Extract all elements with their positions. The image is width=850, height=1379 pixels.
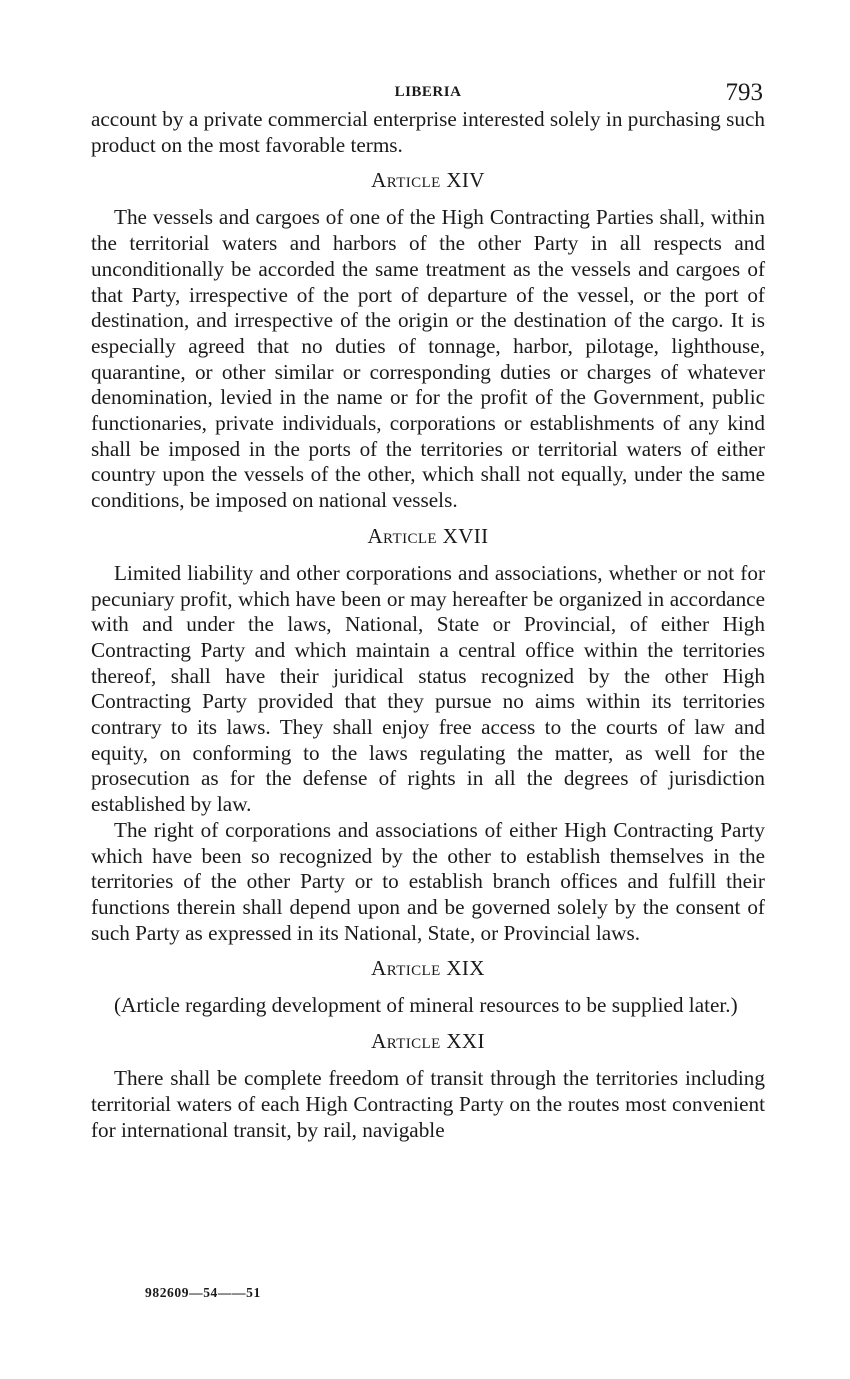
article-heading-xix: Article XIX (371, 956, 485, 981)
page-content (91, 78, 765, 1143)
page-number: 793 (725, 79, 763, 106)
article-xiv-paragraph: The vessels and cargoes of one of the High Contracting Parties shall, within the territorial waters and harbors of the other Party in all respects and unconditionally be accorded the same treatment as the vessels and cargoes of that Party, irrespective of the port of departure of the vessel, or the port of destination, and irrespective of the origin or the destination of the cargo. It is especially agreed that no duties of tonnage, harbor, pilotage, lighthouse, quarantine, or other similar or corresponding duties or charges of whatever denomination, levied in the name or for the profit of the Government, public functionaries, private individuals, corporations or establishments of any kind shall be imposed in the ports of the territories or territorial waters of either country upon the vessels of the other, which shall not equally, under the same conditions, be imposed on national vessels. (91, 205, 765, 513)
running-header (91, 78, 765, 112)
running-title: LIBERIA (394, 84, 462, 100)
article-xix-paragraph: (Article regarding development of mineral resources to be supplied later.) (114, 993, 738, 1018)
article-xvii-paragraph-2: The right of corporations and associations of either High Contracting Party which have been so recognized by the other to establish themselves in the territories of the other Party or to establish branch offices and fulfill their functions therein shall depend upon and be governed solely by the consent of such Party as expressed in its National, State, or Provincial laws. (91, 817, 765, 945)
article-xvii-paragraph-1: Limited liability and other corporations and associations, whether or not for pecuniary profit, which have been or may hereafter be organized in accordance with and under the laws, National, State or Provincial, of either High Contracting Party and which maintain a central office within the territories thereof, shall have their juridical status recognized by the other High Contracting Party provided that they pursue no aims within its territories contrary to its laws. They shall enjoy free access to the courts of law and equity, on conforming to the laws regulating the matter, as well for the prosecution as for the defense of rights in all the degrees of jurisdiction established by law. (91, 560, 765, 817)
article-heading-xiv: Article XIV (371, 168, 485, 193)
print-code: 982609—54——51 (145, 1285, 261, 1300)
article-heading-xvii: Article XVII (367, 523, 489, 548)
article-heading-xxi: Article XXI (371, 1029, 485, 1054)
continued-paragraph: account by a private commercial enterprise interested solely in purchasing such product on the most favorable terms. (91, 107, 765, 157)
article-xxi-paragraph: There shall be complete freedom of transit through the territories including territorial waters of each High Contracting Party on the routes most convenient for international transit, by rail, navigable (91, 1066, 765, 1142)
